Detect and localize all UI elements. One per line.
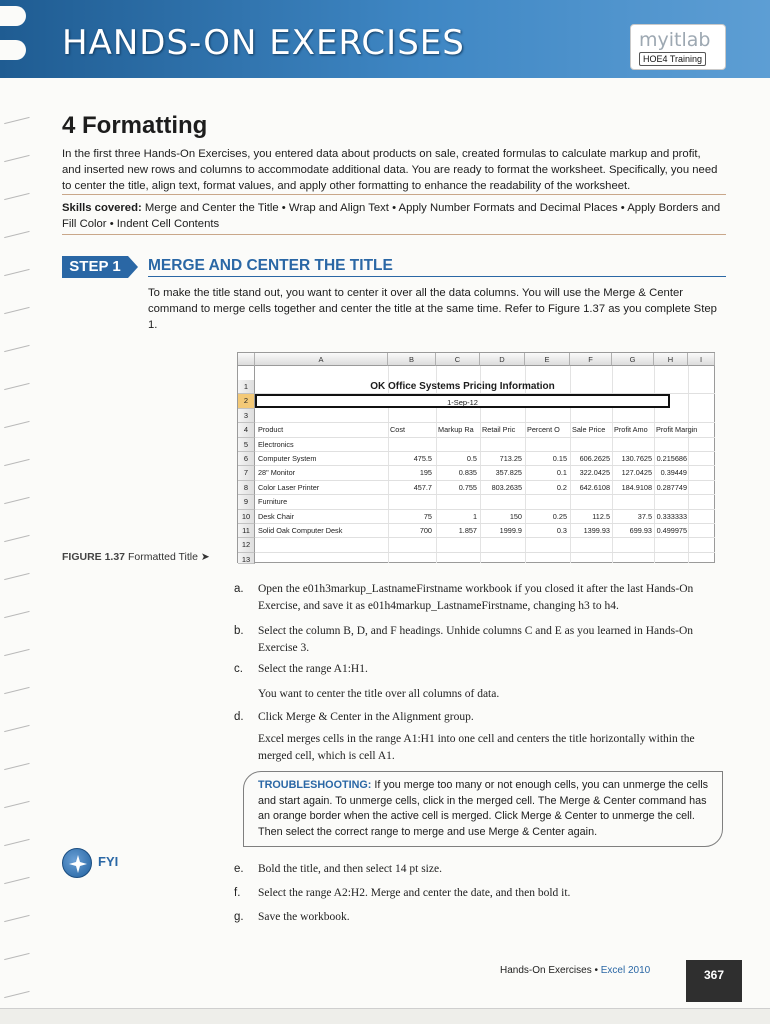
column-header: I [688,353,715,366]
skills-text: Merge and Center the Title • Wrap and Align Text • Apply Number Formats and Decimal Places • Apply Borders and Fill Color • Indent Cell Contents [62,202,721,230]
data-cell[interactable]: 1999.9 [499,526,522,535]
data-cell[interactable]: 700 [419,526,432,535]
step-badge [62,256,138,278]
header-cell[interactable]: Profit Margin [656,425,698,434]
data-cell[interactable]: 0.215686 [656,454,687,463]
header-cell[interactable]: Retail Pric [482,425,516,434]
instruction-text: Save the workbook. [258,911,350,923]
header-cell[interactable]: Product [258,425,284,434]
data-cell[interactable]: 28" Monitor [258,468,296,478]
data-cell[interactable]: 127.0425 [621,468,652,478]
row-header: 6 [238,452,255,466]
instruction-text: Select the range A2:H2. Merge and center the date, and then bold it. [258,887,571,899]
footer-text [500,965,650,976]
intro-paragraph: In the first three Hands-On Exercises, you entered data about products on sale, created formulas to calculate markup and profit, and inserted new rows and columns to accommodate additional data. You are ready to format the worksheet. Specifically, you need to center the title, align text, format values, and apply other formatting to enhance the readability of the worksheet. [62,148,718,192]
data-cell[interactable]: 322.0425 [579,468,610,478]
footer-section: Hands-On Exercises • [500,965,601,976]
data-cell[interactable]: 642.6108 [579,482,610,492]
header-cell[interactable]: Profit Amo [614,425,648,434]
skills-covered [62,200,726,232]
data-cell[interactable]: 699.93 [629,526,652,535]
column-header: C [436,353,480,366]
row-header: 13 [238,553,255,564]
data-cell[interactable]: 195 [419,468,432,478]
date-cell[interactable]: 1-Sep-12 [255,394,670,408]
select-all-corner [238,353,255,366]
header-cell[interactable]: Sale Price [572,425,606,434]
step-arrow-icon [128,256,138,278]
data-cell[interactable]: 0.499975 [656,526,687,535]
data-cell[interactable]: 0.2 [556,482,567,492]
figure-caption [62,551,210,563]
instruction-text: Select the range A1:H1. [258,663,368,675]
row-header: 7 [238,466,255,480]
data-cell[interactable]: 150 [509,511,522,521]
spreadsheet-figure [237,352,715,563]
column-header: B [388,353,436,366]
data-cell[interactable]: 0.5 [466,454,477,463]
instruction-label: b. [234,625,244,637]
instruction-label: a. [234,583,244,595]
column-header: D [480,353,525,366]
instruction-text: Bold the title, and then select 14 pt size. [258,863,442,875]
compass-icon [62,848,92,878]
figure-caption-text: Formatted Title ➤ [125,551,210,563]
data-cell[interactable]: 37.5 [637,511,652,521]
column-header: E [525,353,570,366]
instruction-d-note: Excel merges cells in the range A1:H1 into one cell and centers the title horizontally within the merged cell, which is cell A1. [258,733,695,762]
instruction-text: Click Merge & Center in the Alignment group. [258,711,474,723]
data-cell[interactable]: 0.333333 [656,511,687,521]
figure-label: FIGURE 1.37 [62,551,126,563]
data-cell[interactable]: 1399.93 [583,526,610,535]
troubleshooting-label: TROUBLESHOOTING: [258,779,372,791]
header-cell[interactable]: Cost [390,425,406,434]
binder-margin [0,0,40,1024]
data-cell[interactable]: 803.2635 [491,482,522,492]
row-header: 10 [238,510,255,524]
step-underline [148,276,726,277]
data-cell[interactable]: 0.755 [458,482,477,492]
data-cell[interactable]: 0.1 [556,468,567,478]
row-header: 8 [238,481,255,495]
footer-product: Excel 2010 [600,965,651,976]
skills-label: Skills covered: [62,202,142,214]
step-badge-label: STEP 1 [62,256,128,278]
header-cell[interactable]: Percent O [527,425,560,434]
data-cell[interactable]: 0.3 [556,526,567,535]
data-cell[interactable]: 0.15 [552,454,567,463]
troubleshooting-text: If you merge too many or not enough cells, you can unmerge the cells and start again. To unmerge cells, click in the merged cell. The Merge & Center command has an orange border when the active cell is merged. Click Merge & Center to unmerge the cell. Then select the correct range to merge and use Merge & Center again. [258,779,709,838]
data-cell[interactable]: Computer System [258,454,317,463]
myitlab-logo [630,24,726,70]
instruction-label: d. [234,711,244,723]
column-header: A [255,353,388,366]
data-cell[interactable]: 184.9108 [621,482,652,492]
data-cell[interactable]: Color Laser Printer [258,482,320,492]
data-cell[interactable]: 0.39449 [660,468,687,478]
divider [62,194,726,195]
data-cell[interactable]: 0.287749 [656,482,687,492]
header-banner [0,0,770,78]
data-cell[interactable]: Desk Chair [258,511,295,521]
instruction-label: f. [234,887,241,899]
row-header: 1 [238,380,255,394]
row-header: 9 [238,495,255,509]
instruction-label: g. [234,911,244,923]
instruction-text: Open the e01h3markup_LastnameFirstname workbook if you closed it after the last Hands-On Exercise, and save it as e01h4markup_LastnameFirstname, changing h3 to h4. [258,583,694,612]
data-cell[interactable]: 130.7625 [621,454,652,463]
data-cell[interactable]: 457.7 [413,482,432,492]
instruction-label: e. [234,863,244,875]
row-header: 12 [238,538,255,552]
column-header: H [654,353,688,366]
page-number: 367 [686,960,742,1002]
instruction-label: c. [234,663,243,675]
row-header: 5 [238,438,255,452]
data-cell[interactable]: 112.5 [592,511,610,521]
data-cell[interactable]: 713.25 [499,454,522,463]
instruction-c-note: You want to center the title over all columns of data. [258,688,500,700]
data-cell[interactable]: Furniture [258,497,288,507]
logo-subtitle: HOE4 Training [639,52,706,66]
data-cell[interactable]: 0.25 [552,511,567,521]
step-title: MERGE AND CENTER THE TITLE [148,257,393,274]
column-header: G [612,353,654,366]
row-header: 11 [238,524,255,538]
fyi-label: FYI [98,854,119,869]
row-header: 3 [238,409,255,423]
row-header: 2 [238,394,255,408]
data-cell[interactable]: 75 [423,511,432,521]
step-paragraph: To make the title stand out, you want to center it over all the data columns. You will use the Merge & Center command to merge cells together and center the title at the same time. Refer to Figure 1.37 as you complete Step 1. [148,287,717,331]
data-cell[interactable]: 357.825 [495,468,522,478]
banner-title: HANDS-ON EXERCISES [62,23,465,63]
instruction-text: Select the column B, D, and F headings. Unhide columns C and E as you learned in Hands-On Exercise 3. [258,625,694,654]
divider [62,234,726,235]
data-cell[interactable]: 1.857 [458,526,477,535]
data-cell[interactable]: Solid Oak Computer Desk [258,526,343,535]
data-cell[interactable]: 0.835 [458,468,477,478]
column-header: F [570,353,612,366]
logo-mark: myitlab [639,29,711,51]
page-bottom-edge [0,1008,770,1024]
data-cell[interactable]: Electronics [258,439,294,449]
merged-title-cell[interactable]: OK Office Systems Pricing Information [370,381,555,392]
data-cell[interactable]: 1 [472,511,477,521]
troubleshooting-box [243,771,723,847]
data-cell[interactable]: 606.2625 [579,454,610,463]
page-title: 4 Formatting [62,112,208,139]
data-cell[interactable]: 475.5 [413,454,432,463]
header-cell[interactable]: Markup Ra [438,425,474,434]
row-header: 4 [238,423,255,437]
